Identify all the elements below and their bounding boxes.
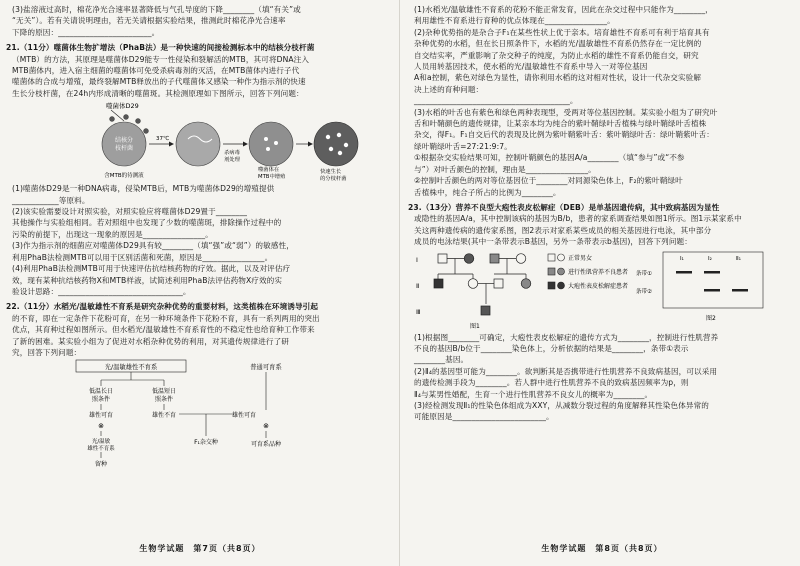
svg-text:Ⅰ₁: Ⅰ₁ <box>680 255 684 262</box>
phage-replication-cell <box>249 122 293 166</box>
question-21-parts <box>6 183 394 297</box>
text-line: 不良的基因B/b位于________染色体上，分析依据的结果是________，条带①表示 <box>414 343 689 353</box>
svg-text:Ⅰ₂: Ⅰ₂ <box>708 255 712 262</box>
svg-text:照条件: 照条件 <box>154 396 174 404</box>
text-line: 下降的原因：________________________。 <box>12 27 160 37</box>
page-gutter <box>399 0 400 566</box>
text-line: 可能原因是________________________。 <box>414 412 554 422</box>
text-line: 与”）对叶舌颜色的控制，理由是________________。 <box>414 164 596 174</box>
electrophoresis-gel <box>663 252 763 308</box>
text-line: 绿叶鞘绿叶舌=27:21:9:7。 <box>414 141 512 151</box>
text-line: ①根据杂交实验结果可知，控制叶鞘颜色的基因A/a________（填“参与”或“不参 <box>414 153 685 163</box>
text-line: 的不育，即在一定条件下花粉可育，在另一种环境条件下花粉不育，具有一系列两用的突出 <box>12 313 320 323</box>
text-line: 舌和叶鞘颜色的遗传规律，让某亲本均为纯合的紫叶鞘绿叶舌植株与绿叶鞘绿叶舌植株 <box>414 119 707 129</box>
text-line: (1)水稻光/温敏雄性不育系的花粉不能正常发育，因此在杂交过程中只能作为________， <box>414 5 713 14</box>
svg-text:噬菌体在: 噬菌体在 <box>258 167 280 174</box>
svg-text:Ⅱ: Ⅱ <box>416 281 420 290</box>
svg-text:普通可育系: 普通可育系 <box>250 364 282 372</box>
text-line: ________基因。 <box>414 355 469 365</box>
text-line: 利用PhaB法检测MTB可以用于区别活菌和死菌，原因是________________。 <box>12 252 273 262</box>
svg-text:Ⅱ₁: Ⅱ₁ <box>736 255 741 262</box>
text-line: 决上述的育种问题： <box>414 84 484 94</box>
svg-text:照条件: 照条件 <box>91 396 111 404</box>
text-line: 人员用转基因技术，使水稻的光/温敏雄性不育系中导入一对等位基因 <box>414 62 648 72</box>
pedigree-figure <box>408 248 796 332</box>
breeding-flowchart <box>6 358 394 470</box>
question-23-parts <box>408 332 796 423</box>
text-line: (3)经检测发现Ⅱ₁的性染色体组成为XXY，从减数分裂过程的角度解释其性染色体异常的 <box>414 400 709 410</box>
text-line: ________________________________________。 <box>414 96 578 106</box>
phage-detection-figure <box>6 99 394 183</box>
svg-text:Ⅲ: Ⅲ <box>416 307 421 316</box>
text-line: 生长分枝杆菌，在24h内形成清晰的噬菌斑。其检测原理如下图所示，回答下列问题： <box>12 88 304 98</box>
phage-detection-diagram <box>6 99 394 183</box>
page-7 <box>6 4 394 560</box>
text-line: 关这两种遗传病的遗传家系图，图2表示对家系某些成员的相关基因进行电泳，其中部分 <box>414 225 712 235</box>
svg-text:Ⅰ: Ⅰ <box>416 255 418 264</box>
svg-text:大疱性表皮松解症患者: 大疱性表皮松解症患者 <box>568 282 629 290</box>
phage-d29-label: 噬菌体D29 <box>106 102 139 111</box>
page-7-footer: 生物学试题 第7页（共8页） <box>139 544 261 553</box>
text-line: 利用雄性不育系进行育种的优点体现在________________。 <box>414 16 615 26</box>
svg-text:杀病毒: 杀病毒 <box>224 150 240 157</box>
text-line: “无关”）。若有关请说明理由，若无关请根据实验结果，推测此时棉花净光合速率 <box>12 16 286 26</box>
svg-text:留种: 留种 <box>94 461 108 469</box>
svg-text:⊗: ⊗ <box>263 422 269 431</box>
question-23-intro <box>408 202 796 248</box>
text-line: (2)杂种优势指的是杂合子F₁在某些性状上优于亲本。培育雄性不育系可有利于培育具有 <box>414 27 710 37</box>
question-22-continued <box>408 4 796 198</box>
tb-bacteria-cell <box>102 122 146 166</box>
svg-text:雄性可育: 雄性可育 <box>232 412 257 420</box>
text-line: 成员的电泳结果(其中一条带表示B基因，另外一条带表示b基因)，回答下列问题： <box>414 237 692 247</box>
text-line: ②控制叶舌颜色的两对等位基因位于________对同源染色体上，F₂的紫叶鞘绿叶 <box>414 176 683 186</box>
text-line: 21.（11分）噬菌体生物扩增法（PhaB法）是一种快速的间接检测标本中的结核分枝杆菌 <box>6 43 315 53</box>
svg-text:图1: 图1 <box>470 322 480 330</box>
text-line: 优点，其育种过程如图所示。但水稻光/温敏雄性不育系育性的不稳定性也给育种工作带来 <box>12 325 315 335</box>
question-22-intro <box>6 301 394 358</box>
text-line: (4)利用PhaB法检测MTB可用于快速评估抗结核药物的疗效。据此，以及对评估疗 <box>12 264 291 274</box>
svg-text:进行性肌营养不良患者: 进行性肌营养不良患者 <box>568 268 629 276</box>
svg-text:可育系品种: 可育系品种 <box>250 441 282 449</box>
text-line: 污染的前提下，出现这一现象的原因是________________。 <box>12 229 213 239</box>
text-line: （MTB）的方法，其原理是噬菌体D29能专一性侵染和裂解活的MTB，其可将DNA注入 <box>12 54 310 64</box>
svg-text:MTB中增殖: MTB中增殖 <box>258 174 286 181</box>
svg-text:条带①: 条带① <box>636 270 652 277</box>
text-line: 了新的困难。某实验小组为了促进对水稻杂种优势的利用，对其遗传规律进行了研 <box>12 336 289 346</box>
svg-text:雄性不育: 雄性不育 <box>151 412 177 420</box>
text-line: 自交结实率，严重影响了杂交种子的纯度，为防止水稻的雄性不育系仍能自交，研究 <box>414 50 699 60</box>
sterile-line-label: 光/温敏雄性不育系 <box>104 364 158 372</box>
text-line: 的遗传检测手段为________。若人群中进行性肌营养不良的致病基因频率为p，则 <box>414 378 689 388</box>
text-line: 噬菌体的合成与增殖，最终裂解MTB释放出的子代噬菌体又感染一种作为指示剂的快速 <box>12 77 306 87</box>
svg-text:枝杆菌: 枝杆菌 <box>114 145 134 153</box>
svg-text:低温短日: 低温短日 <box>151 388 177 396</box>
svg-text:F₁杂交种: F₁杂交种 <box>194 439 218 447</box>
pedigree-diagram <box>408 248 796 332</box>
text-line: 验设计思路：________________________________。 <box>12 286 191 296</box>
svg-text:含MTB的待测液: 含MTB的待测液 <box>104 173 144 180</box>
text-line: (1)噬菌体D29是一种DNA病毒，侵染MTB后，MTB为噬菌体D29的增殖提供 <box>12 184 275 194</box>
text-line: (3)水稻的叶舌也有紫色和绿色两种表现型，受两对等位基因控制。某实验小组为了研究叶 <box>414 107 718 117</box>
question-20-continued <box>6 4 394 38</box>
text-line: 其他操作与实验组相同。若对照组中也发现了少数的噬菌斑，排除操作过程中的 <box>12 218 282 228</box>
text-line: (1)根据图________可确定，大疱性表皮松解症的遗传方式为________，控制进行性肌营养 <box>414 332 719 342</box>
page-8 <box>408 4 796 560</box>
svg-text:37℃: 37℃ <box>156 136 170 143</box>
indicator-bacteria-cell <box>314 122 358 166</box>
text-line: 23.（13分）营养不良型大疱性表皮松解症（DEB）是单基因遗传病，其中致病基因为显性 <box>408 202 720 212</box>
svg-text:低温长日: 低温长日 <box>88 388 114 396</box>
text-line: Ⅱ₄与某男性婚配，生育一个进行性肌营养不良女儿的概率为________。 <box>414 389 653 399</box>
text-line: (3)盐溶液过高时，棉花净光合速率显著降低与气孔导度的下降________（填“有关”或 <box>12 5 301 14</box>
text-line: ____________等原料。 <box>12 195 90 205</box>
text-line: 杂交，得F₁。F₁自交后代的表现及比例为紫叶鞘紫叶舌：紫叶鞘绿叶舌：绿叶鞘紫叶舌： <box>414 130 714 140</box>
question-21-intro <box>6 42 394 99</box>
svg-text:雄性可育: 雄性可育 <box>88 412 114 420</box>
text-line: 22.（11分）水稻光/温敏雄性不育系是研究杂种优势的重要材料，这类植株在环境诱导引起 <box>6 302 319 312</box>
svg-text:快速生长: 快速生长 <box>320 169 342 176</box>
text-line: A和a控制，紫色对绿色为显性，请你利用水稻的这对相对性状，设计一代杂交实验解 <box>414 73 702 83</box>
text-line: (2)Ⅱ₄的基因型可能为________。欲判断其是否携带进行性肌营养不良致病基因，可以采用 <box>414 366 718 376</box>
text-line: 杂种优势的水稻，但在长日照条件下，水稻的光/温敏雄性不育系仍然存在一定比例的 <box>414 39 702 49</box>
svg-text:正常男女: 正常男女 <box>568 254 593 262</box>
svg-text:⊗: ⊗ <box>98 422 104 431</box>
svg-text:光/温敏: 光/温敏 <box>91 439 111 446</box>
text-line: 或隐性的基因A/a，其中控制该病的基因为B/b，患者的家系调查结果如图1所示。图1示某家系中 <box>414 214 742 224</box>
svg-text:剂处理: 剂处理 <box>224 157 240 164</box>
infected-cell <box>176 122 220 166</box>
svg-text:图2: 图2 <box>706 314 716 322</box>
text-line: 究，回答下列问题： <box>12 347 82 357</box>
page-8-footer: 生物学试题 第8页（共8页） <box>541 544 663 553</box>
svg-text:雄性不育系: 雄性不育系 <box>87 446 115 453</box>
svg-text:的分枝杆菌: 的分枝杆菌 <box>320 176 347 183</box>
breeding-diagram <box>6 358 394 470</box>
text-line: 舌植株中，纯合子所占的比例为________。 <box>414 187 561 197</box>
text-line: (2)该实验需要设计对照实验，对照实验应将噬菌体D29置于________ <box>12 207 247 217</box>
text-line: 效，现有某种抗结核药物X和MTB样液，试简述利用PhaB法评估药物X疗效的实 <box>12 275 283 285</box>
text-line: MTB菌体内，进入宿主细菌的噬菌体可免受杀病毒剂的灭活，在MTB菌体内进行子代 <box>12 66 300 76</box>
text-line: (3)作为指示剂的细菌应对噬菌体D29具有较________（填“强”或“弱”）的敏感性， <box>12 241 294 251</box>
svg-text:结核分: 结核分 <box>114 137 134 145</box>
svg-text:条带②: 条带② <box>636 288 652 295</box>
